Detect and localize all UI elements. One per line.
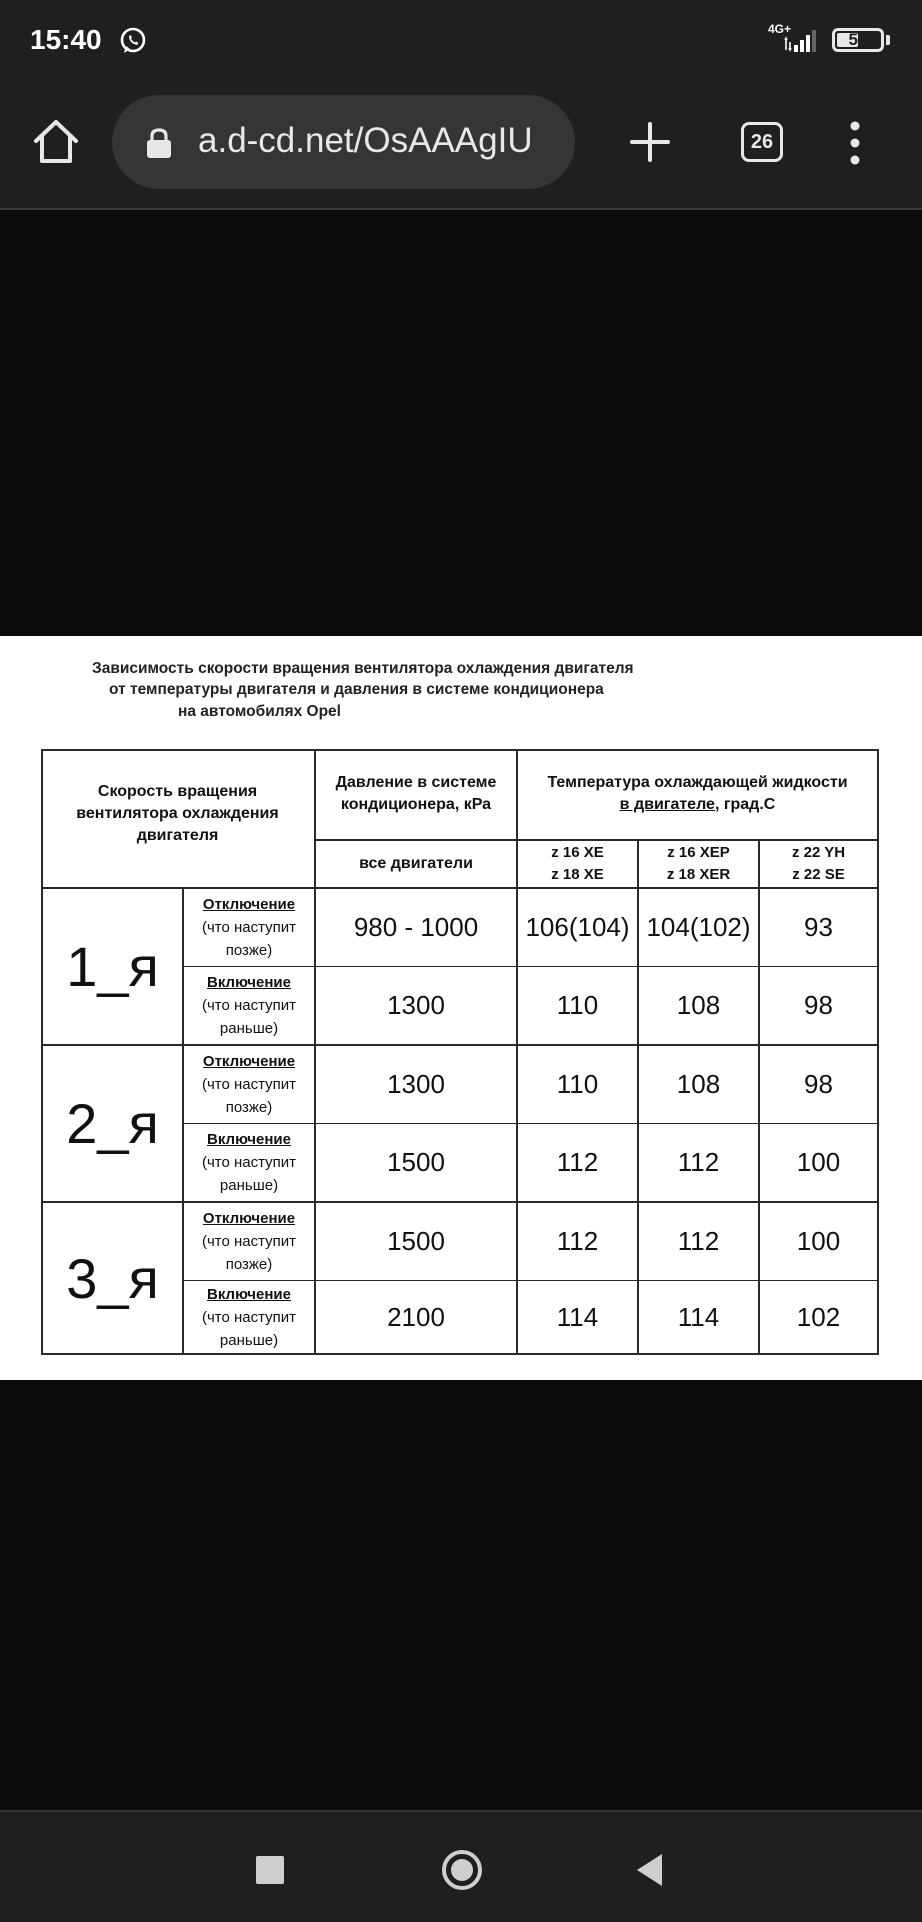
mode-cell: Включение (что наступит раньше) xyxy=(201,1285,297,1349)
speed-label: 1_я xyxy=(66,935,159,998)
status-time: 15:40 xyxy=(30,24,102,55)
temp-value: 108 xyxy=(676,1069,721,1099)
temp-value: 112 xyxy=(556,1226,599,1256)
battery-cap xyxy=(886,35,890,45)
document-title-line-1: Зависимость скорости вращения вентилятора охлаждения двигателя xyxy=(92,660,634,677)
pressure-value: 1300 xyxy=(387,990,445,1020)
mode-cell: Отключение (что наступит позже) xyxy=(201,1053,297,1116)
mode-cell: Отключение (что наступит позже) xyxy=(201,896,297,959)
temp-value: 98 xyxy=(804,1069,833,1099)
network-type-label: 4G+ xyxy=(768,22,792,36)
temp-value: 102 xyxy=(796,1301,841,1332)
whatsapp-icon xyxy=(118,26,148,56)
temp-value: 98 xyxy=(804,990,833,1020)
temp-value: 106(104) xyxy=(525,912,630,942)
document-image xyxy=(0,636,922,1380)
system-navigation-bar xyxy=(0,1810,922,1922)
mode-cell: Отключение (что наступит позже) xyxy=(201,1210,297,1273)
signal-strength-icon xyxy=(784,30,820,52)
temp-value: 110 xyxy=(556,1069,599,1099)
temp-value: 104(102) xyxy=(646,912,751,942)
speed-label: 2_я xyxy=(66,1092,159,1155)
temp-value: 112 xyxy=(677,1226,720,1256)
url-text: a.d-cd.net/OsAAAgIU xyxy=(198,121,533,160)
temp-value: 114 xyxy=(556,1301,599,1332)
lock-icon xyxy=(144,127,174,159)
battery-level: 54 xyxy=(848,30,868,49)
speed-label: 3_я xyxy=(66,1246,159,1310)
status-bar xyxy=(0,0,922,84)
battery-icon xyxy=(832,28,884,52)
mode-cell: Включение (что наступит раньше) xyxy=(201,1131,297,1194)
temp-value: 110 xyxy=(556,990,599,1020)
browser-toolbar xyxy=(0,84,922,210)
pressure-value: 980 - 1000 xyxy=(353,912,479,942)
temp-value: 93 xyxy=(804,912,833,942)
fan-speed-table xyxy=(41,749,879,1355)
address-bar[interactable] xyxy=(112,95,575,189)
pressure-value: 1500 xyxy=(387,1147,445,1177)
temp-value: 112 xyxy=(677,1147,720,1177)
recents-button[interactable] xyxy=(256,1856,284,1884)
header-engine-2: z 16 XEP z 18 XER xyxy=(666,844,731,883)
header-engine-3: z 22 YH z 22 SE xyxy=(791,844,846,883)
temp-value: 108 xyxy=(676,990,721,1020)
back-icon[interactable] xyxy=(634,1852,664,1888)
temp-value: 112 xyxy=(556,1147,599,1177)
home-nav-icon[interactable] xyxy=(440,1848,484,1892)
temp-value: 100 xyxy=(796,1226,841,1256)
document-title-line-3: на автомобилях Opel xyxy=(178,703,341,720)
header-pressure: Давление в системе кондиционера, кРа xyxy=(335,774,497,813)
pressure-value: 1300 xyxy=(387,1069,445,1099)
mode-cell: Включение (что наступит раньше) xyxy=(201,974,297,1037)
header-all-engines: все двигатели xyxy=(359,855,473,872)
more-menu-icon[interactable] xyxy=(840,120,870,166)
temp-value: 100 xyxy=(796,1147,841,1177)
temp-value: 114 xyxy=(677,1301,720,1332)
new-tab-icon[interactable] xyxy=(628,120,672,164)
document-title-line-2: от температуры двигателя и давления в системе кондиционера xyxy=(109,681,604,698)
tab-count: 26 xyxy=(750,131,774,153)
header-engine-1: z 16 XE z 18 XE xyxy=(551,844,604,883)
home-icon[interactable] xyxy=(30,116,82,168)
pressure-value: 1500 xyxy=(387,1226,445,1256)
tab-switcher-button[interactable] xyxy=(741,122,783,162)
header-temperature: Температура охлаждающей жидкости в двигателе, град.С xyxy=(547,774,848,813)
header-speed: Скорость вращения вентилятора охлаждения двигателя xyxy=(76,783,279,844)
pressure-value: 2100 xyxy=(387,1301,445,1332)
